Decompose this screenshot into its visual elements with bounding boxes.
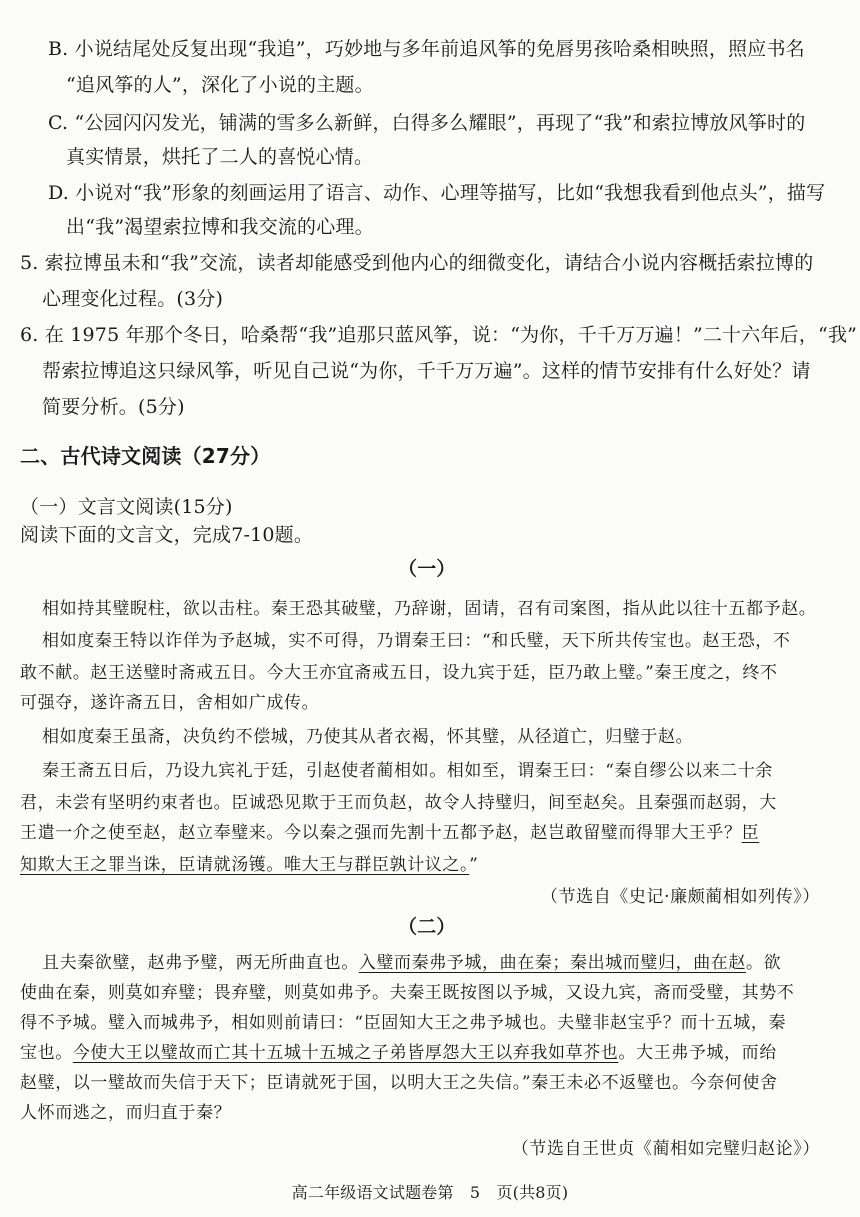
q4-option-d-line2: 出“我”渴望索拉博和我交流的心理。 xyxy=(66,216,374,238)
passage-1-para1: 相如持其璧睨柱，欲以击柱。秦王恐其破璧，乃辞谢，固请，召有司案图，指从此以往十五都予赵。 xyxy=(42,599,817,619)
passage-2-text: 。大王弗予城，而绐 xyxy=(618,1043,777,1063)
passage-1-para3: 相如度秦王虽斋，决负约不偿城，乃使其从者衣褐，怀其璧，从径道亡，归璧于赵。 xyxy=(42,727,694,747)
q4-option-c-line1: C. “公园闪闪发光，铺满的雪多么新鲜，白得多么耀眼”，再现了“我”和索拉博放风筝时的 xyxy=(48,112,806,134)
q4-option-d-line1: D. 小说对“我”形象的刻画运用了语言、动作、心理等描写，比如“我想我看到他点头”，描写 xyxy=(48,182,826,204)
passage-2-line2: 使曲在秦，则莫如弃璧；畏弃璧，则莫如弗予。夫秦王既按图以予城，又设九宾，斋而受璧，其势不 xyxy=(20,983,795,1003)
question-5-line2: 心理变化过程。(3分) xyxy=(42,288,224,310)
underlined-sentence: 入璧而秦弗予城，曲在秦；秦出城而璧归，曲在赵 xyxy=(358,953,747,973)
question-6-line1: 6. 在 1975 年那个冬日，哈桑帮“我”追那只蓝风筝，说：“为你，千千万万遍！”二十六年后，“我” xyxy=(20,324,858,346)
passage-1-text: 王遣一介之使至赵，赵立奉璧来。今以秦之强而先割十五都予赵，赵岂敢留璧而得罪大王乎？ xyxy=(20,823,742,843)
question-6-line3: 简要分析。(5分) xyxy=(42,396,185,418)
passage-2-line1 xyxy=(42,950,781,976)
page-footer: 高二年级语文试题卷第 5 页(共8页) xyxy=(291,1183,569,1202)
passage-1-para2-line1: 相如度秦王特以诈佯为予赵城，实不可得，乃谓秦王曰：“和氏璧，天下所共传宝也。赵王恐，不 xyxy=(42,631,791,651)
closing-quote: ” xyxy=(469,855,479,875)
passage-1-para4-line4 xyxy=(20,852,478,878)
question-5-line1: 5. 索拉博虽未和“我”交流，读者却能感受到他内心的细微变化，请结合小说内容概括索拉博的 xyxy=(20,252,814,274)
passage-2-text: 。欲 xyxy=(746,953,782,973)
section-heading: 二、古代诗文阅读（27分） xyxy=(20,444,271,468)
passage-1-para4-line1: 秦王斋五日后，乃设九宾礼于廷，引赵使者蔺相如。相如至，谓秦王曰：“秦自缪公以来二十余 xyxy=(42,761,773,781)
q4-option-c-line2: 真实情景，烘托了二人的喜悦心情。 xyxy=(66,146,374,168)
underlined-sentence: 今使大王以璧故而亡其十五城十五城之子弟皆厚怨大王以弃我如草芥也 xyxy=(72,1043,619,1063)
passage-2-line4 xyxy=(20,1040,777,1066)
passage-1-para2-line3: 可强夺，遂许斋五日，舍相如广成传。 xyxy=(20,693,320,713)
q4-option-b-line1: B. 小说结尾处反复出现“我追”，巧妙地与多年前追风筝的免唇男孩哈桑相映照，照应书名 xyxy=(48,38,805,60)
passage-1-para4-line3 xyxy=(20,820,759,846)
underlined-sentence-start: 臣 xyxy=(741,823,760,843)
passage-2-line6: 人怀而逃之，而归直于秦？ xyxy=(20,1103,232,1123)
passage-2-title: （二） xyxy=(398,916,456,938)
underlined-sentence: 知欺大王之罪当诛，臣请就汤镬。唯大王与群臣孰计议之。 xyxy=(20,855,470,875)
passage-1-title: （一） xyxy=(398,558,456,580)
passage-2-line3: 得不予城。璧入而城弗予，相如则前请曰：“臣固知大王之弗予城也。夫璧非赵宝乎？而十五城，秦 xyxy=(20,1013,787,1033)
question-6-line2: 帮索拉博追这只绿风筝，听见自己说“为你，千千万万遍”。这样的情节安排有什么好处？请 xyxy=(42,360,811,382)
passage-1-para2-line2: 敢不献。赵王送璧时斋戒五日。今大王亦宜斋戒五日，设九宾于廷，臣乃敢上璧。”秦王度之，终不 xyxy=(20,663,778,683)
subsection-heading: （一）文言文阅读(15分) xyxy=(20,496,233,518)
passage-2-text: 且夫秦欲璧，赵弗予璧，两无所曲直也。 xyxy=(42,953,359,973)
passage-1-para4-line2: 君，未尝有坚明约束者也。臣诚恐见欺于王而负赵，故令人持璧归，间至赵矣。且秦强而赵弱，大 xyxy=(20,793,777,813)
passage-2-source: （节选自王世贞《蔺相如完璧归赵论》） xyxy=(511,1139,820,1159)
q4-option-b-line2: “追风筝的人”，深化了小说的主题。 xyxy=(66,74,374,96)
passage-1-source: （节选自《史记·廉颇蔺相如列传》） xyxy=(540,887,820,907)
passage-2-text: 宝也。 xyxy=(20,1043,73,1063)
instruction-text: 阅读下面的文言文，完成7-10题。 xyxy=(20,524,314,546)
passage-2-line5: 赵璧，以一璧故而失信于天下；臣请就死于国，以明大王之失信。”秦王未必不返璧也。今奈何使舍 xyxy=(20,1073,778,1093)
